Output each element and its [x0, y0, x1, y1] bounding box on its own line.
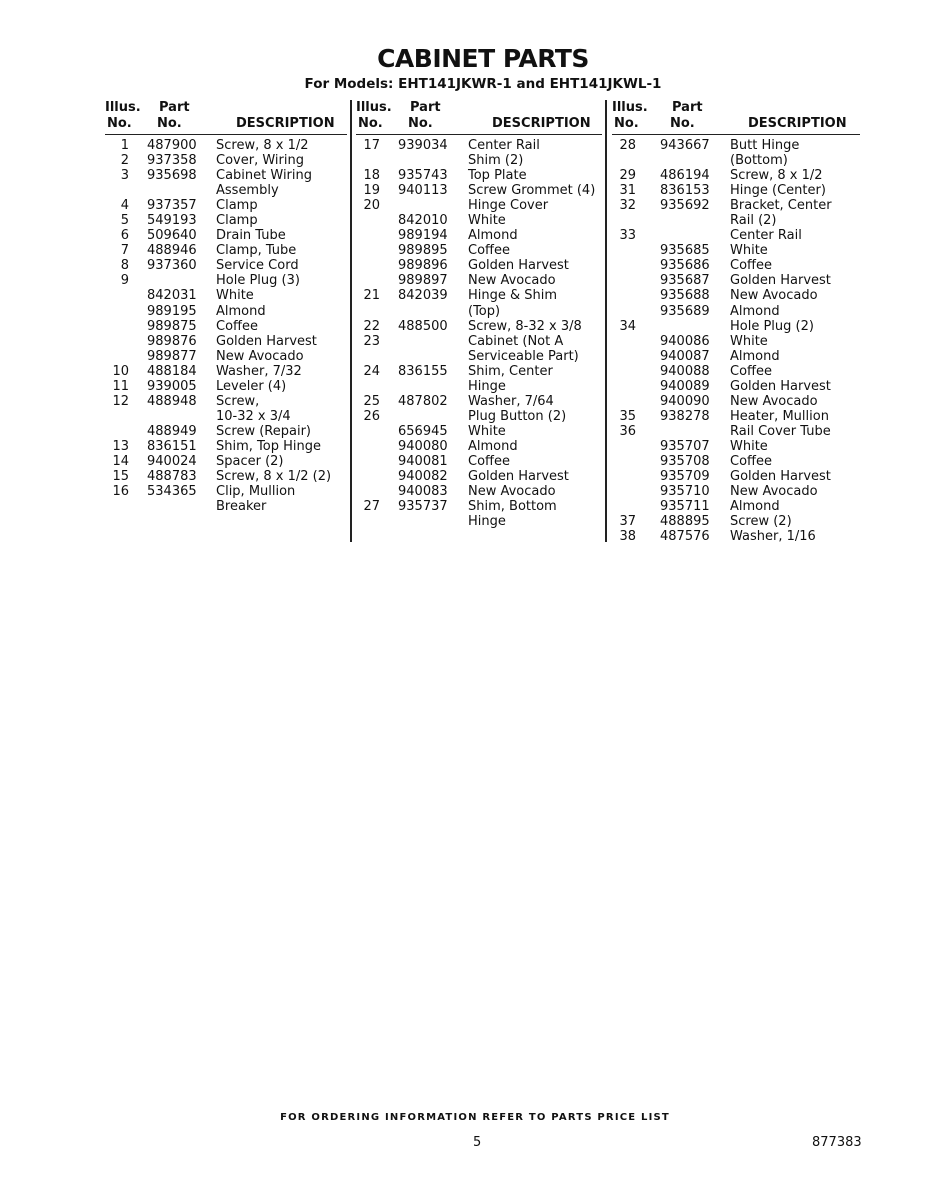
- part-description: Almond: [730, 499, 780, 515]
- part-description: Screw, 8 x 1/2: [730, 168, 823, 184]
- part-description: Coffee: [468, 453, 510, 469]
- table-row: [105, 349, 347, 364]
- part-number: 842031: [147, 288, 197, 304]
- part-number: 486194: [660, 168, 710, 184]
- part-no-header: No.: [670, 116, 695, 131]
- illus-number: 14: [112, 453, 129, 469]
- part-description: Hinge: [468, 514, 506, 530]
- part-description: Rail (2): [730, 213, 777, 229]
- part-number: 488946: [147, 243, 197, 259]
- table-row: [356, 364, 602, 379]
- table-row: [356, 379, 602, 394]
- table-row: [105, 394, 347, 409]
- part-description: Hinge: [468, 378, 506, 394]
- table-row: [612, 138, 860, 153]
- table-row: [612, 439, 860, 454]
- table-row: [356, 304, 602, 319]
- column-header: [356, 100, 602, 135]
- illus-number: 31: [619, 183, 636, 199]
- column-divider: [605, 100, 607, 542]
- part-description: Butt Hinge: [730, 138, 800, 153]
- part-description: Almond: [468, 438, 518, 454]
- table-row: [612, 153, 860, 168]
- document-number: 877383: [812, 1135, 862, 1150]
- part-description: Almond: [468, 228, 518, 244]
- ordering-footer: FOR ORDERING INFORMATION REFER TO PARTS PRICE LIST: [280, 1112, 670, 1123]
- illus-number: 10: [112, 363, 129, 379]
- table-row: [612, 243, 860, 258]
- part-description: Service Cord: [216, 258, 299, 274]
- part-description: Almond: [730, 348, 780, 364]
- part-number: 488895: [660, 514, 710, 530]
- part-description: Cabinet Wiring: [216, 168, 313, 184]
- part-number: 487900: [147, 138, 197, 153]
- part-description: Screw Grommet (4): [468, 183, 596, 199]
- part-description: Cover, Wiring: [216, 153, 304, 169]
- illus-number: 29: [619, 168, 636, 184]
- table-row: [612, 469, 860, 484]
- description-header: DESCRIPTION: [236, 116, 335, 131]
- table-row: [105, 439, 347, 454]
- part-number: 487802: [398, 393, 448, 409]
- part-description: Hinge & Shim: [468, 288, 558, 304]
- part-number: 940089: [660, 378, 710, 394]
- part-description: Screw,: [216, 393, 260, 409]
- models-subtitle: For Models: EHT141JKWR-1 and EHT141JKWL-1: [304, 76, 662, 92]
- table-row: [105, 198, 347, 213]
- part-description: New Avocado: [468, 273, 556, 289]
- part-no-header: No.: [408, 116, 433, 131]
- part-description: Washer, 7/32: [216, 363, 302, 379]
- illus-header: Illus.: [612, 100, 648, 115]
- illus-number: 19: [363, 183, 380, 199]
- part-number: 989897: [398, 273, 448, 289]
- table-row: [356, 213, 602, 228]
- illus-number: 12: [112, 393, 129, 409]
- illus-header: Illus.: [105, 100, 141, 115]
- part-number: 836153: [660, 183, 710, 199]
- part-number: 935686: [660, 258, 710, 274]
- part-description: New Avocado: [730, 393, 818, 409]
- illus-number: 26: [363, 408, 380, 424]
- part-number: 940113: [398, 183, 448, 199]
- part-description: Drain Tube: [216, 228, 286, 244]
- part-description: (Top): [468, 303, 501, 319]
- table-row: [105, 273, 347, 288]
- part-description: Golden Harvest: [468, 469, 569, 485]
- column-header: [612, 100, 860, 135]
- part-description: Golden Harvest: [730, 469, 831, 485]
- table-row: [612, 484, 860, 499]
- illus-number: 33: [619, 228, 636, 244]
- table-row: [356, 183, 602, 198]
- part-description: Hole Plug (3): [216, 273, 300, 289]
- page-number: 5: [473, 1135, 482, 1150]
- illus-number: 32: [619, 198, 636, 214]
- parts-column-3: [612, 100, 860, 544]
- part-number: 935743: [398, 168, 448, 184]
- part-number: 935707: [660, 438, 710, 454]
- part-description: Hinge (Center): [730, 183, 826, 199]
- part-number: 940088: [660, 363, 710, 379]
- table-row: [105, 288, 347, 303]
- part-description: Shim (2): [468, 153, 524, 169]
- part-description: Washer, 1/16: [730, 529, 816, 545]
- part-description: Screw, 8-32 x 3/8: [468, 318, 582, 334]
- part-number: 940086: [660, 333, 710, 349]
- part-number: 509640: [147, 228, 197, 244]
- table-row: [612, 228, 860, 243]
- part-number: 989194: [398, 228, 448, 244]
- part-description: Shim, Top Hinge: [216, 438, 321, 454]
- part-description: Golden Harvest: [730, 378, 831, 394]
- part-description: Cabinet (Not A: [468, 333, 564, 349]
- table-row: [612, 454, 860, 469]
- part-number: 935711: [660, 499, 710, 515]
- table-row: [105, 364, 347, 379]
- part-description: Coffee: [730, 363, 772, 379]
- part-number: 937358: [147, 153, 197, 169]
- table-row: [612, 379, 860, 394]
- column-header: [105, 100, 347, 135]
- illus-number: 7: [120, 243, 129, 259]
- part-description: Bracket, Center: [730, 198, 832, 214]
- part-description: Coffee: [216, 318, 258, 334]
- part-number: 935710: [660, 484, 710, 500]
- part-description: Heater, Mullion: [730, 408, 829, 424]
- part-number: 488783: [147, 469, 197, 485]
- description-header: DESCRIPTION: [492, 116, 591, 131]
- illus-number: 5: [120, 213, 129, 229]
- table-row: [105, 409, 347, 424]
- part-description: Clamp: [216, 198, 258, 214]
- table-row: [105, 138, 347, 153]
- part-number: 842039: [398, 288, 448, 304]
- illus-number: 11: [112, 378, 129, 394]
- column-divider: [350, 100, 352, 542]
- part-description: White: [468, 213, 506, 229]
- part-description: Screw (2): [730, 514, 792, 530]
- part-description: New Avocado: [730, 288, 818, 304]
- part-number: 940083: [398, 484, 448, 500]
- part-number: 940024: [147, 453, 197, 469]
- illus-number: 35: [619, 408, 636, 424]
- part-description: Shim, Center: [468, 363, 553, 379]
- part-number: 935698: [147, 168, 197, 184]
- part-number: 935737: [398, 499, 448, 515]
- illus-number: 20: [363, 198, 380, 214]
- part-description: Screw, 8 x 1/2: [216, 138, 309, 153]
- part-description: Breaker: [216, 499, 267, 515]
- table-row: [612, 334, 860, 349]
- part-number: 487576: [660, 529, 710, 545]
- parts-column-2: [356, 100, 602, 529]
- part-number: 935685: [660, 243, 710, 259]
- part-description: Leveler (4): [216, 378, 287, 394]
- part-description: New Avocado: [216, 348, 304, 364]
- part-number: 656945: [398, 423, 448, 439]
- illus-no-header: No.: [107, 116, 132, 131]
- part-number: 989876: [147, 333, 197, 349]
- page-title: CABINET PARTS: [377, 44, 589, 73]
- part-number: 836151: [147, 438, 197, 454]
- part-number: 534365: [147, 484, 197, 500]
- illus-number: 1: [120, 138, 129, 153]
- table-row: [612, 258, 860, 273]
- illus-no-header: No.: [358, 116, 383, 131]
- parts-column-1: [105, 100, 347, 514]
- table-row: [612, 514, 860, 529]
- table-row: [105, 258, 347, 273]
- illus-number: 18: [363, 168, 380, 184]
- table-row: [612, 288, 860, 303]
- table-row: [105, 499, 347, 514]
- part-description: Golden Harvest: [216, 333, 317, 349]
- illus-number: 6: [120, 228, 129, 244]
- part-description: Plug Button (2): [468, 408, 567, 424]
- table-row: [105, 304, 347, 319]
- part-description: Clip, Mullion: [216, 484, 296, 500]
- part-description: Spacer (2): [216, 453, 284, 469]
- table-row: [612, 198, 860, 213]
- part-number: 940087: [660, 348, 710, 364]
- part-description: Coffee: [468, 243, 510, 259]
- table-row: [356, 168, 602, 183]
- table-row: [612, 273, 860, 288]
- part-number: 989896: [398, 258, 448, 274]
- table-row: [612, 424, 860, 439]
- table-row: [105, 454, 347, 469]
- part-number: 488184: [147, 363, 197, 379]
- illus-number: 21: [363, 288, 380, 304]
- illus-number: 2: [120, 153, 129, 169]
- part-number: 940080: [398, 438, 448, 454]
- table-row: [356, 273, 602, 288]
- part-header: Part: [410, 100, 441, 115]
- table-row: [356, 409, 602, 424]
- part-number: 935709: [660, 469, 710, 485]
- illus-number: 28: [619, 138, 636, 153]
- part-number: 939005: [147, 378, 197, 394]
- illus-number: 37: [619, 514, 636, 530]
- table-row: [356, 334, 602, 349]
- table-row: [612, 168, 860, 183]
- table-row: [356, 288, 602, 303]
- table-row: [356, 394, 602, 409]
- table-row: [356, 138, 602, 153]
- part-description: Top Plate: [468, 168, 527, 184]
- illus-header: Illus.: [356, 100, 392, 115]
- part-description: White: [730, 243, 768, 259]
- table-row: [105, 228, 347, 243]
- part-description: White: [216, 288, 254, 304]
- part-number: 488949: [147, 423, 197, 439]
- part-number: 937360: [147, 258, 197, 274]
- table-row: [105, 168, 347, 183]
- table-row: [612, 349, 860, 364]
- part-number: 989877: [147, 348, 197, 364]
- table-row: [105, 379, 347, 394]
- part-description: (Bottom): [730, 153, 788, 169]
- table-row: [356, 228, 602, 243]
- part-description: Clamp: [216, 213, 258, 229]
- table-row: [105, 469, 347, 484]
- illus-number: 22: [363, 318, 380, 334]
- part-description: Shim, Bottom: [468, 499, 557, 515]
- part-number: 935708: [660, 453, 710, 469]
- part-description: Washer, 7/64: [468, 393, 554, 409]
- part-description: Assembly: [216, 183, 279, 199]
- illus-number: 23: [363, 333, 380, 349]
- illus-number: 3: [120, 168, 129, 184]
- part-no-header: No.: [157, 116, 182, 131]
- table-row: [105, 424, 347, 439]
- table-row: [356, 454, 602, 469]
- part-number: 989895: [398, 243, 448, 259]
- table-row: [105, 334, 347, 349]
- table-row: [356, 243, 602, 258]
- illus-number: 36: [619, 423, 636, 439]
- part-description: Almond: [730, 303, 780, 319]
- illus-number: 24: [363, 363, 380, 379]
- table-row: [105, 484, 347, 499]
- part-number: 935688: [660, 288, 710, 304]
- part-description: Coffee: [730, 453, 772, 469]
- table-row: [612, 499, 860, 514]
- part-number: 938278: [660, 408, 710, 424]
- table-row: [356, 514, 602, 529]
- table-row: [356, 153, 602, 168]
- part-description: Serviceable Part): [468, 348, 579, 364]
- table-row: [105, 153, 347, 168]
- illus-number: 8: [120, 258, 129, 274]
- part-description: Almond: [216, 303, 266, 319]
- part-description: White: [730, 333, 768, 349]
- illus-number: 4: [120, 198, 129, 214]
- part-header: Part: [672, 100, 703, 115]
- table-row: [612, 409, 860, 424]
- table-row: [356, 198, 602, 213]
- part-description: White: [730, 438, 768, 454]
- illus-number: 27: [363, 499, 380, 515]
- part-description: Golden Harvest: [468, 258, 569, 274]
- table-row: [612, 394, 860, 409]
- table-row: [356, 484, 602, 499]
- table-row: [612, 183, 860, 198]
- part-number: 943667: [660, 138, 710, 153]
- part-number: 935689: [660, 303, 710, 319]
- illus-number: 9: [120, 273, 129, 289]
- part-number: 549193: [147, 213, 197, 229]
- part-description: New Avocado: [730, 484, 818, 500]
- part-number: 488948: [147, 393, 197, 409]
- illus-number: 25: [363, 393, 380, 409]
- part-description: Coffee: [730, 258, 772, 274]
- part-number: 939034: [398, 138, 448, 153]
- table-row: [105, 243, 347, 258]
- table-row: [612, 213, 860, 228]
- part-description: Screw, 8 x 1/2 (2): [216, 469, 332, 485]
- part-description: Golden Harvest: [730, 273, 831, 289]
- part-description: Center Rail: [468, 138, 540, 153]
- part-description: Rail Cover Tube: [730, 423, 831, 439]
- table-row: [356, 499, 602, 514]
- illus-number: 16: [112, 484, 129, 500]
- part-description: Clamp, Tube: [216, 243, 297, 259]
- part-number: 488500: [398, 318, 448, 334]
- table-row: [356, 439, 602, 454]
- part-description: White: [468, 423, 506, 439]
- table-row: [612, 529, 860, 544]
- table-row: [105, 183, 347, 198]
- illus-no-header: No.: [614, 116, 639, 131]
- table-row: [612, 319, 860, 334]
- part-description: 10-32 x 3/4: [216, 408, 291, 424]
- part-number: 989875: [147, 318, 197, 334]
- part-description: New Avocado: [468, 484, 556, 500]
- part-number: 937357: [147, 198, 197, 214]
- part-description: Center Rail: [730, 228, 802, 244]
- part-number: 935687: [660, 273, 710, 289]
- part-number: 940090: [660, 393, 710, 409]
- table-row: [612, 304, 860, 319]
- part-number: 989195: [147, 303, 197, 319]
- part-number: 842010: [398, 213, 448, 229]
- table-row: [356, 319, 602, 334]
- part-number: 940081: [398, 453, 448, 469]
- part-description: Hinge Cover: [468, 198, 549, 214]
- illus-number: 38: [619, 529, 636, 545]
- illus-number: 17: [363, 138, 380, 153]
- part-number: 935692: [660, 198, 710, 214]
- part-description: Hole Plug (2): [730, 318, 814, 334]
- illus-number: 15: [112, 469, 129, 485]
- illus-number: 34: [619, 318, 636, 334]
- table-row: [356, 424, 602, 439]
- table-row: [105, 213, 347, 228]
- part-number: 836155: [398, 363, 448, 379]
- table-row: [356, 349, 602, 364]
- illus-number: 13: [112, 438, 129, 454]
- description-header: DESCRIPTION: [748, 116, 847, 131]
- table-row: [356, 469, 602, 484]
- table-row: [356, 258, 602, 273]
- part-description: Screw (Repair): [216, 423, 311, 439]
- part-header: Part: [159, 100, 190, 115]
- part-number: 940082: [398, 469, 448, 485]
- table-row: [612, 364, 860, 379]
- table-row: [105, 319, 347, 334]
